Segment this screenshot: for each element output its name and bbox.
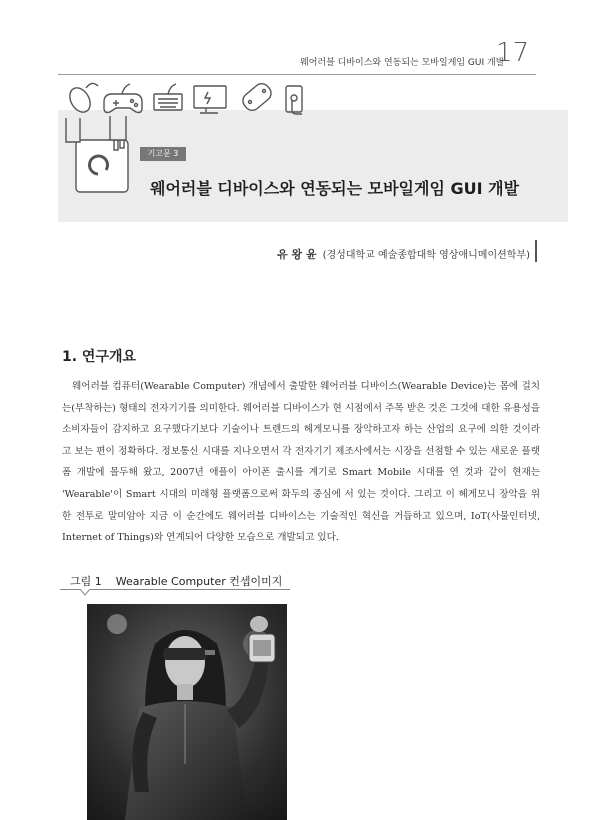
monitor-icon [194,86,226,113]
caption-pointer-icon [80,589,90,596]
section-heading: 1. 연구개요 [62,349,137,365]
gamepad-icon [104,84,142,113]
author-affiliation: (경성대학교 예술종합대학 영상애니메이션학부) [322,250,530,261]
figure-label: 그림 1 [70,575,102,588]
running-header-title: 웨어러블 디바이스와 연동되는 모바일게임 GUI 개발 [300,58,505,68]
byline-accent-bar [535,240,537,262]
figure-caption-rule [60,589,290,590]
tablet-hands-icon [66,116,128,192]
figure-caption [70,573,282,589]
handheld-console-icon [240,80,275,113]
byline [200,246,530,262]
header-divider [58,74,536,75]
keyboard-icon [154,84,182,110]
article-type-badge: 기고문 3 [140,147,186,161]
article-title: 웨어러블 디바이스와 연동되는 모바일게임 GUI 개발 [150,179,520,198]
figure-caption-text: Wearable Computer 컨셉이미지 [115,575,283,588]
page-number: 17 [496,38,530,68]
mouse-icon [66,83,98,115]
author-name: 유 왕 윤 [277,248,317,261]
wearable-computer-photo [87,604,287,820]
touch-phone-icon [286,86,302,114]
body-paragraph: 웨어러블 컴퓨터(Wearable Computer) 개념에서 출발한 웨어러블 디바이스(Wearable Device)는 몸에 걸치는(부착하는) 형태의 전자기기를 의미한다. 웨어러블 디바이스가 현 시점에서 주목 받은 것은 그것에 대한 유용성을 소비자들이 감지하고 요구했다기보다 기술이나 트렌드의 헤게모니를 장악하고자 하는 산업의 요구에 의한 것이라고 보는 편이 정확하다. 정보통신 시대를 지나오면서 각 전자기기 제조사에서는 시장을 선점할 수 있는 새로운 플랫폼 개발에 몰두해 왔고, 2007년 애플이 아이폰 출시를 계기로 Smart Mobile 시대를 연 것과 같이 현재는 'Wearable'이 Smart 시대의 미래형 플랫폼으로써 화두의 중심에 서 있는 것이다. 그리고 이 헤게모니 장악을 위한 전투로 말미암아 지금 이 순간에도 웨어러블 디바이스는 기술적인 혁신을 거듭하고 있으며, IoT(사물인터넷, Internet of Things)와 연계되어 다양한 모습으로 개발되고 있다. [62,381,540,544]
